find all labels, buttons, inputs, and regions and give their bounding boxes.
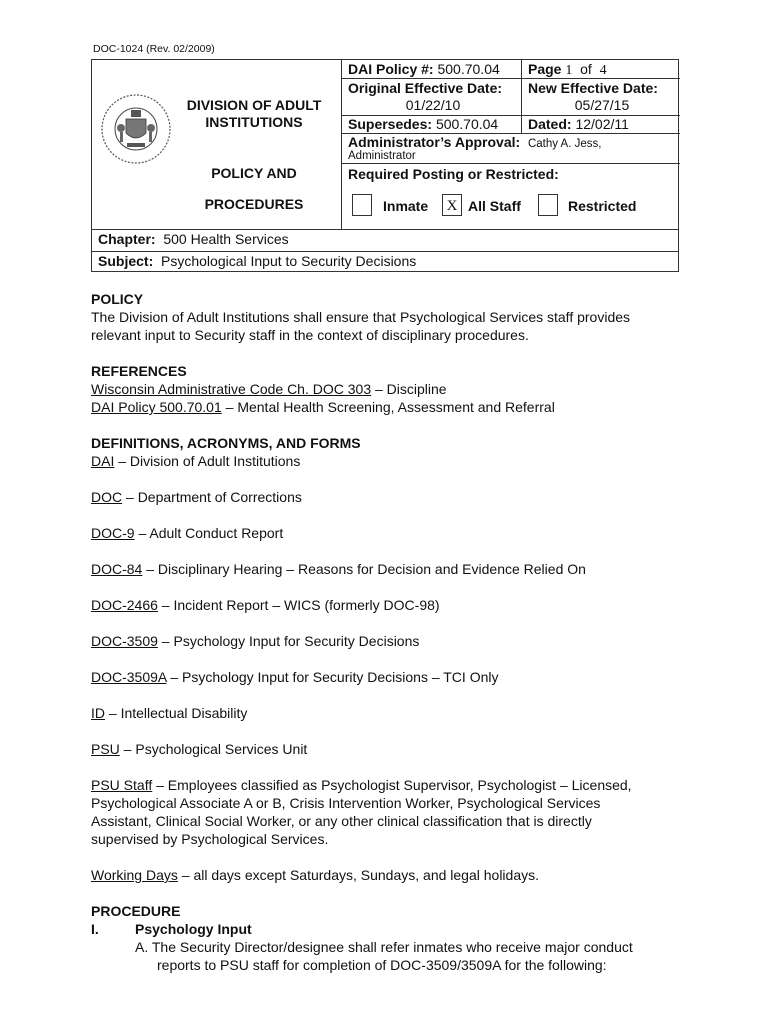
reference-item: DAI Policy 500.70.01 – Mental Health Screening, Assessment and Referral bbox=[91, 399, 555, 415]
definition-item: DOC-3509A – Psychology Input for Security Decisions – TCI Only bbox=[91, 669, 499, 685]
definition-item-continued: Assistant, Clinical Social Worker, or any other clinical classification that is directly bbox=[91, 813, 592, 829]
definition-item-continued: supervised by Psychological Services. bbox=[91, 831, 329, 847]
definition-item: DOC-9 – Adult Conduct Report bbox=[91, 525, 284, 541]
restricted-label: Restricted bbox=[568, 198, 637, 214]
definition-item: PSU Staff – Employees classified as Psychologist Supervisor, Psychologist – Licensed, bbox=[91, 777, 632, 793]
inmate-label: Inmate bbox=[383, 198, 429, 214]
supersedes: Supersedes: 500.70.04 bbox=[348, 116, 499, 132]
administrator-approval: Administrator’s Approval: Cathy A. Jess, bbox=[348, 134, 602, 150]
reference-item: Wisconsin Administrative Code Ch. DOC 303 – Discipline bbox=[91, 381, 447, 397]
chapter-row: Chapter: 500 Health Services bbox=[98, 231, 289, 247]
reference-link[interactable]: Wisconsin Administrative Code Ch. DOC 303 bbox=[91, 381, 372, 397]
inmate-checkbox[interactable] bbox=[352, 194, 372, 216]
policy-text-line: The Division of Adult Institutions shall ensure that Psychological Services staff provides bbox=[91, 309, 631, 325]
original-effective-date: Original Effective Date: 01/22/10 bbox=[348, 80, 503, 113]
definition-item: DOC – Department of Corrections bbox=[91, 489, 302, 505]
reference-link[interactable]: DAI Policy 500.70.01 bbox=[91, 399, 222, 415]
procedure-item-a: A. The Security Director/designee shall refer inmates who receive major conduct reports to PSU staff for completion of DOC-3509/3509A for the following: bbox=[135, 939, 633, 973]
definition-item-continued: Psychological Associate A or B, Crisis Intervention Worker, Psychological Services bbox=[91, 795, 601, 811]
posting-label: Required Posting or Restricted: bbox=[348, 166, 559, 182]
policy-text-line: relevant input to Security staff in the context of disciplinary procedures. bbox=[91, 327, 529, 343]
definition-item: DOC-2466 – Incident Report – WICS (formerly DOC-98) bbox=[91, 597, 440, 613]
form-number: DOC-1024 (Rev. 02/2009) bbox=[93, 43, 215, 55]
policy-heading: POLICY bbox=[91, 291, 144, 307]
definition-item: DOC-3509 – Psychology Input for Security Decisions bbox=[91, 633, 420, 649]
definition-item: Working Days – all days except Saturdays, Sundays, and legal holidays. bbox=[91, 867, 539, 883]
administrator-title: Administrator bbox=[348, 150, 416, 162]
new-effective-date: New Effective Date: 05/27/15 bbox=[528, 80, 658, 113]
subject-row: Subject: Psychological Input to Security Decisions bbox=[98, 253, 417, 269]
wisconsin-seal-icon bbox=[100, 93, 172, 165]
document-body bbox=[91, 290, 691, 974]
references-heading: REFERENCES bbox=[91, 363, 187, 379]
dated: Dated: 12/02/11 bbox=[528, 116, 629, 132]
definition-item: DAI – Division of Adult Institutions bbox=[91, 453, 301, 469]
dai-policy-number: DAI Policy #: 500.70.04 bbox=[348, 61, 500, 77]
all-staff-label: All Staff bbox=[468, 198, 521, 214]
policy-procedures-title: POLICY AND PROCEDURES bbox=[204, 165, 304, 212]
procedure-heading: PROCEDURE bbox=[91, 903, 181, 919]
division-title: DIVISION OF ADULT INSTITUTIONS bbox=[186, 97, 322, 130]
policy-header-table bbox=[91, 59, 679, 272]
definition-item: ID – Intellectual Disability bbox=[91, 705, 248, 721]
restricted-checkbox[interactable] bbox=[538, 194, 558, 216]
page-count: Page 1 of 4 bbox=[528, 61, 607, 78]
procedure-section-title: I. Psychology Input bbox=[91, 921, 252, 937]
definition-item: PSU – Psychological Services Unit bbox=[91, 741, 308, 757]
definitions-heading: DEFINITIONS, ACRONYMS, AND FORMS bbox=[91, 435, 361, 451]
definition-item: DOC-84 – Disciplinary Hearing – Reasons for Decision and Evidence Relied On bbox=[91, 561, 586, 577]
all-staff-checkbox[interactable]: X bbox=[442, 194, 462, 216]
